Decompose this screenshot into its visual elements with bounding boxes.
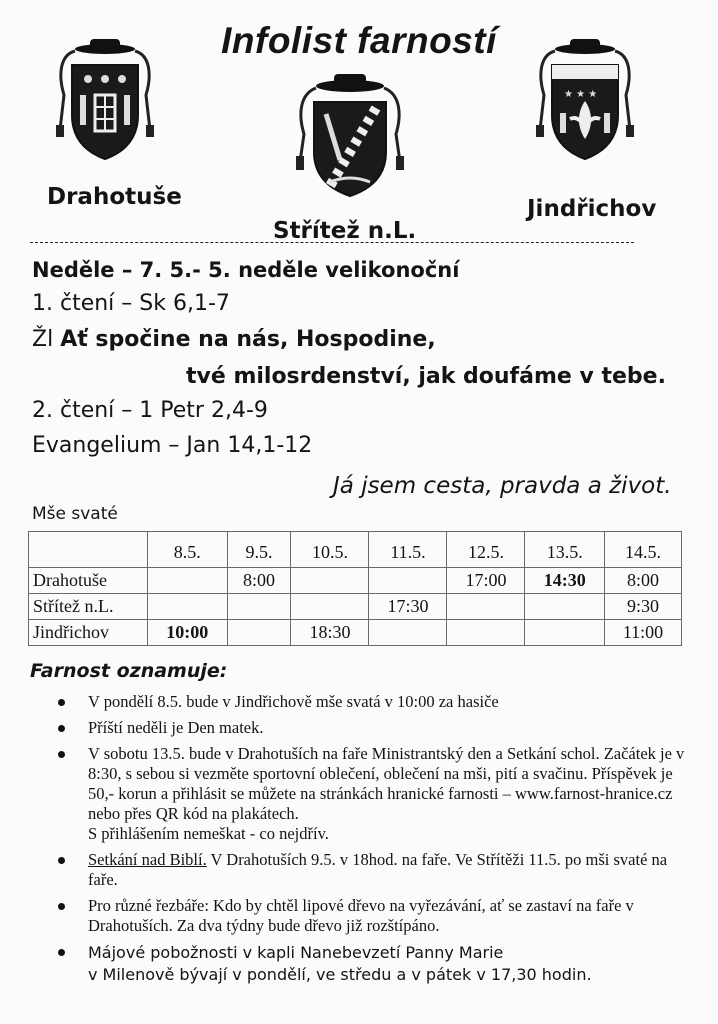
table-corner-cell <box>29 532 148 568</box>
announcement-note: S přihlášením nemeškat - co nejdřív. <box>88 824 329 843</box>
psalm-prefix: Žl <box>32 327 54 352</box>
masses-heading: Mše svaté <box>32 504 118 524</box>
time-cell <box>369 620 447 646</box>
place-jindrichov: Jindřichov <box>527 196 657 222</box>
second-reading: 2. čtení – 1 Petr 2,4-9 <box>32 398 268 423</box>
bullet-icon <box>58 949 65 956</box>
date-cell: 8.5. <box>148 532 228 568</box>
time-cell: 18:30 <box>291 620 369 646</box>
time-cell: 8:00 <box>605 568 682 594</box>
sunday-heading: Neděle – 7. 5.- 5. neděle velikonoční <box>32 258 460 282</box>
time-cell <box>291 568 369 594</box>
time-cell <box>447 594 525 620</box>
time-cell <box>525 620 605 646</box>
date-cell: 9.5. <box>227 532 291 568</box>
announcement-text: Pro různé řezbáře: Kdo by chtěl lipové dřevo na vyřezávání, ať se zastaví na faře v Drahotuších. Za dva týdny bude dřevo již rozštípáno. <box>88 896 634 935</box>
time-cell: 17:30 <box>369 594 447 620</box>
psalm-line-1 <box>32 327 436 352</box>
announcement-text: v Milenově bývají v pondělí, ve středu a v pátek v 17,30 hodin. <box>88 965 592 984</box>
divider <box>30 242 634 243</box>
table-row <box>29 620 682 646</box>
list-item <box>40 942 690 986</box>
psalm-refrain-1: Ať spočine na nás, Hospodine, <box>60 327 436 352</box>
time-cell: 17:00 <box>447 568 525 594</box>
time-cell <box>525 594 605 620</box>
bullet-icon <box>58 857 65 864</box>
list-item <box>40 744 690 844</box>
time-cell <box>148 568 228 594</box>
time-cell <box>291 594 369 620</box>
psalm-refrain-2: tvé milosrdenství, jak doufáme v tebe. <box>186 364 666 389</box>
list-item <box>40 850 690 890</box>
first-reading: 1. čtení – Sk 6,1-7 <box>32 291 230 316</box>
bullet-icon <box>58 725 65 732</box>
time-cell: 11:00 <box>605 620 682 646</box>
time-cell: 10:00 <box>148 620 228 646</box>
time-cell: 14:30 <box>525 568 605 594</box>
jindrichov-coat-of-arms-icon <box>530 35 640 165</box>
time-cell <box>148 594 228 620</box>
table-row <box>29 568 682 594</box>
bullet-icon <box>58 903 65 910</box>
list-item <box>40 718 690 738</box>
time-cell <box>227 594 291 620</box>
gospel-motto: Já jsem cesta, pravda a život. <box>333 473 672 499</box>
bullet-icon <box>58 751 65 758</box>
gospel-reading: Evangelium – Jan 14,1-12 <box>32 433 313 458</box>
time-cell <box>369 568 447 594</box>
date-cell: 13.5. <box>525 532 605 568</box>
announcement-text: V pondělí 8.5. bude v Jindřichově mše svatá v 10:00 za hasiče <box>88 692 499 711</box>
announcement-text: Májové pobožnosti v kapli Nanebevzetí Panny Marie <box>88 943 504 962</box>
stritez-coat-of-arms-icon <box>290 70 410 200</box>
row-place: Jindřichov <box>29 620 148 646</box>
time-cell: 8:00 <box>227 568 291 594</box>
announcement-list <box>40 692 690 992</box>
drahotuse-coat-of-arms-icon <box>50 35 160 165</box>
date-cell: 10.5. <box>291 532 369 568</box>
table-header-row <box>29 532 682 568</box>
date-cell: 12.5. <box>447 532 525 568</box>
place-stritez: Střítež n.L. <box>273 218 417 244</box>
announcement-text: V Drahotuších 9.5. v 18hod. na faře. Ve Střítěži 11.5. po mši svaté na faře. <box>88 850 668 889</box>
bullet-icon <box>58 699 65 706</box>
date-cell: 14.5. <box>605 532 682 568</box>
list-item <box>40 896 690 936</box>
time-cell <box>447 620 525 646</box>
announcements-heading: Farnost oznamuje: <box>30 660 228 682</box>
announcement-title: Setkání nad Biblí. <box>88 850 207 869</box>
page-title: Infolist farností <box>221 20 497 61</box>
time-cell <box>227 620 291 646</box>
row-place: Drahotuše <box>29 568 148 594</box>
svg-text:★ ★ ★: ★ ★ ★ <box>564 89 598 100</box>
announcement-text: Příští neděli je Den matek. <box>88 718 264 737</box>
date-cell: 11.5. <box>369 532 447 568</box>
mass-schedule-table <box>28 531 682 646</box>
row-place: Střítež n.L. <box>29 594 148 620</box>
place-drahotuse: Drahotuše <box>47 184 182 210</box>
time-cell: 9:30 <box>605 594 682 620</box>
announcement-text: V sobotu 13.5. bude v Drahotuších na faře Ministrantský den a Setkání schol. Začátek je v 8:30, s sebou si vezměte sportovní oblečení, oblečení na mši, pití a svačinu. Příspěvek je 50,- korun a přihlásit se můžete na stránkách hranické farnosti – www.farnost-hranice.cz nebo přes QR kód na plakátech. <box>88 744 685 823</box>
table-row <box>29 594 682 620</box>
list-item <box>40 692 690 712</box>
